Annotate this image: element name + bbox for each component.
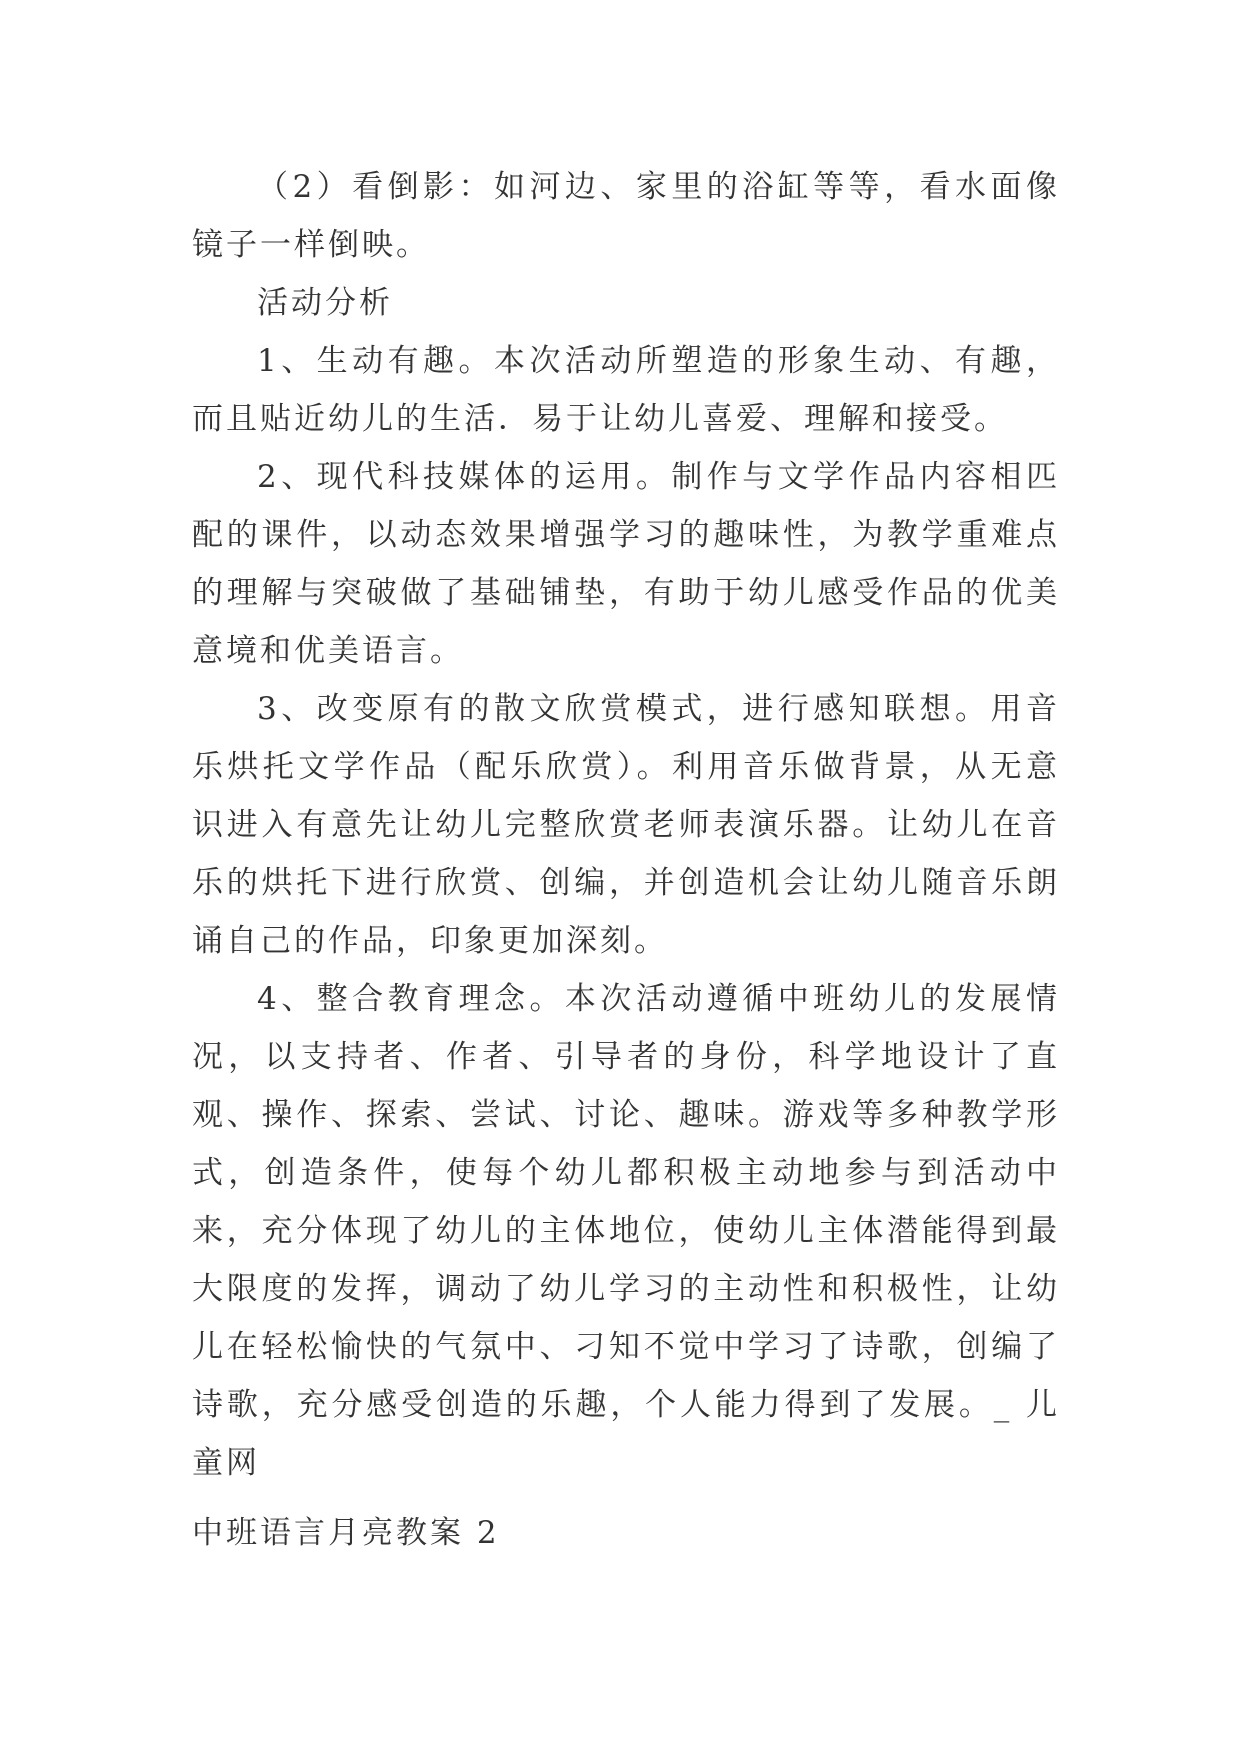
paragraph-analysis-point-1: 1、生动有趣。本次活动所塑造的形象生动、有趣，而且贴近幼儿的生活．易于让幼儿喜爱、理解和接受。: [192, 343, 1060, 437]
paragraph-analysis-point-4: 4、整合教育理念。本次活动遵循中班幼儿的发展情况，以支持者、作者、引导者的身份，科学地设计了直观、操作、探索、尝试、讨论、趣味。游戏等多种教学形式，创造条件，使每个幼儿都积极主动地参与到活动中来，充分体现了幼儿的主体地位，使幼儿主体潜能得到最大限度的发挥，调动了幼儿学习的主动性和积极性，让幼儿在轻松愉快的气氛中、刁知不觉中学习了诗歌，创编了诗歌，充分感受创造的乐趣，个人能力得到了发展。_ 儿童网: [192, 981, 1060, 1481]
paragraph-analysis-point-3: 3、改变原有的散文欣赏模式，进行感知联想。用音乐烘托文学作品（配乐欣赏）。利用音乐做背景，从无意识进入有意先让幼儿完整欣赏老师表演乐器。让幼儿在音乐的烘托下进行欣赏、创编，并创造机会让幼儿随音乐朗诵自己的作品，印象更加深刻。: [192, 691, 1060, 959]
paragraph-reflection-activity: （2）看倒影：如河边、家里的浴缸等等，看水面像镜子一样倒映。: [192, 169, 1060, 263]
next-section-title: 中班语言月亮教案 2: [192, 1515, 500, 1551]
document-body: [192, 158, 1060, 1492]
paragraph-analysis-point-2: 2、现代科技媒体的运用。制作与文学作品内容相匹配的课件，以动态效果增强学习的趣味性，为教学重难点的理解与突破做了基础铺垫，有助于幼儿感受作品的优美意境和优美语言。: [192, 459, 1060, 669]
paragraph-activity-analysis-heading: 活动分析: [257, 285, 393, 321]
